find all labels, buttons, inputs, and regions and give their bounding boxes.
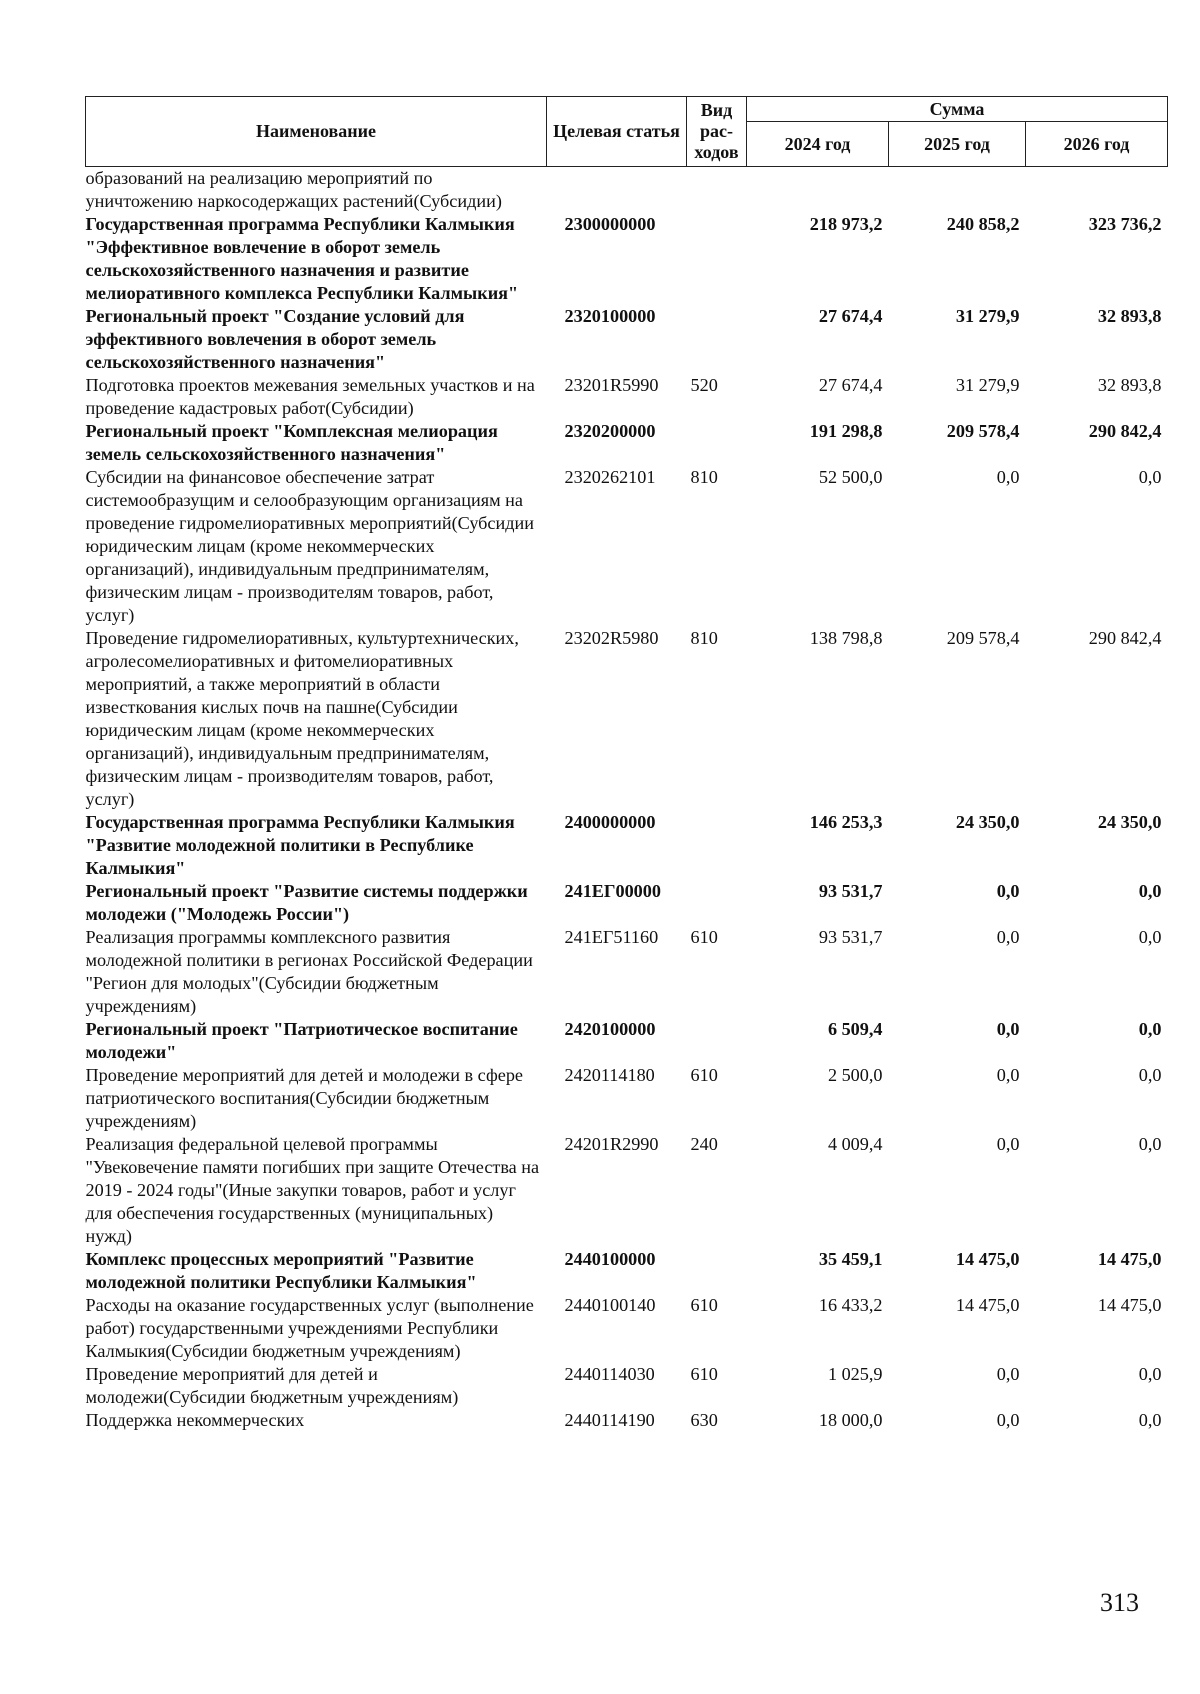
row-sum-2024: 138 798,8 [809, 628, 883, 648]
row-name: Реализация программы комплексного развития молодежной политики в регионах Российской Федерации "Регион для молодых"(Субсидии бюджетным учреждениям) [85, 927, 533, 1016]
row-sum-2024: 2 500,0 [827, 1065, 883, 1085]
header-year-2026: 2026 год [1026, 122, 1168, 167]
row-sum-2024 [747, 167, 889, 214]
table-row [86, 880, 1168, 926]
row-sum-2026: 0,0 [1138, 1410, 1162, 1430]
table-row [86, 167, 1168, 214]
row-code: 2440100140 [564, 1295, 656, 1315]
row-sum-2025: 14 475,0 [955, 1249, 1020, 1269]
row-sum-2026: 0,0 [1138, 881, 1162, 901]
row-name: Региональный проект "Развитие системы поддержки молодежи ("Молодежь России") [85, 881, 528, 924]
row-code: 24201R2990 [564, 1134, 659, 1154]
row-code: 2300000000 [564, 214, 656, 234]
row-sum-2024: 93 531,7 [818, 927, 883, 947]
row-name: Проведение гидромелиоративных, культуртехнических, агролесомелиоративных и фитомелиоративных мероприятий, а также мероприятий в области известкования кислых почв на пашне(Субсидии юридическим лицам (кроме некоммерческих организаций), индивидуальным предпринимателям, физическим лицам - производителям товаров, работ, услуг) [85, 628, 519, 809]
row-expense-type [687, 167, 747, 214]
row-sum-2025: 31 279,9 [955, 375, 1020, 395]
table-row [86, 213, 1168, 305]
row-sum-2024: 93 531,7 [818, 881, 883, 901]
row-name: Поддержка некоммерческих [85, 1410, 305, 1430]
row-name: Государственная программа Республики Калмыкия "Развитие молодежной политики в Республике Калмыкия" [85, 812, 515, 878]
table-row [86, 926, 1168, 1018]
table-row [86, 1409, 1168, 1432]
table-header [86, 97, 1168, 167]
row-sum-2026: 0,0 [1138, 1134, 1162, 1154]
row-sum-2024: 6 509,4 [827, 1019, 883, 1039]
row-expense-type [687, 1248, 747, 1294]
row-name: Реализация федеральной целевой программы "Увековечение памяти погибших при защите Отечества на 2019 - 2024 годы"(Иные закупки товаров, работ и услуг для обеспечения государственных (муниципальных) нужд) [85, 1134, 540, 1246]
row-sum-2025: 31 279,9 [955, 306, 1020, 326]
row-sum-2024: 1 025,9 [827, 1364, 883, 1384]
row-code: 2400000000 [564, 812, 656, 832]
row-expense-type [687, 420, 747, 466]
budget-page [85, 96, 1167, 1432]
row-sum-2025: 240 858,2 [946, 214, 1020, 234]
table-row [86, 305, 1168, 374]
header-year-2024: 2024 год [747, 122, 889, 167]
row-expense-type [687, 880, 747, 926]
row-sum-2025: 0,0 [996, 1364, 1020, 1384]
row-sum-2026: 0,0 [1138, 927, 1162, 947]
row-sum-2024: 27 674,4 [818, 306, 883, 326]
table-row [86, 1064, 1168, 1133]
row-code: 2440114030 [564, 1364, 655, 1384]
row-sum-2026: 14 475,0 [1097, 1249, 1162, 1269]
header-name: Наименование [86, 97, 547, 167]
row-code: 23201R5990 [564, 375, 659, 395]
row-sum-2026: 32 893,8 [1097, 375, 1162, 395]
row-sum-2025: 0,0 [996, 1410, 1020, 1430]
row-sum-2026 [1026, 167, 1168, 214]
header-sum: Сумма [747, 97, 1168, 122]
row-sum-2026: 32 893,8 [1097, 306, 1162, 326]
row-code: 2320100000 [564, 306, 656, 326]
row-code: 23202R5980 [564, 628, 659, 648]
table-row [86, 627, 1168, 811]
row-code: 2440114190 [564, 1410, 655, 1430]
row-sum-2024: 52 500,0 [818, 467, 883, 487]
row-sum-2025 [889, 167, 1026, 214]
table-row [86, 1133, 1168, 1248]
row-code: 2420114180 [564, 1065, 655, 1085]
table-row [86, 1018, 1168, 1064]
row-sum-2026: 0,0 [1138, 467, 1162, 487]
row-sum-2025: 209 578,4 [946, 628, 1020, 648]
row-code: 241ЕГ51160 [564, 927, 659, 947]
table-row [86, 1294, 1168, 1363]
table-row [86, 466, 1168, 627]
row-name: Проведение мероприятий для детей и молодежи(Субсидии бюджетным учреждениям) [85, 1364, 459, 1407]
row-code [547, 167, 687, 214]
row-sum-2024: 191 298,8 [809, 421, 883, 441]
row-sum-2026: 290 842,4 [1088, 628, 1162, 648]
budget-table [85, 96, 1168, 1432]
row-sum-2024: 218 973,2 [809, 214, 883, 234]
row-expense-type: 240 [690, 1134, 718, 1154]
page-number: 313 [1100, 1588, 1139, 1617]
table-row [86, 1363, 1168, 1409]
row-code: 241ЕГ00000 [564, 881, 661, 901]
row-code: 2320262101 [564, 467, 656, 487]
row-sum-2024: 16 433,2 [818, 1295, 883, 1315]
table-row [86, 1248, 1168, 1294]
row-sum-2025: 0,0 [996, 1134, 1020, 1154]
header-code: Целевая статья [547, 97, 687, 167]
table-row [86, 374, 1168, 420]
row-sum-2024: 18 000,0 [818, 1410, 883, 1430]
row-expense-type: 810 [690, 628, 718, 648]
row-expense-type: 810 [690, 467, 718, 487]
header-year-2025: 2025 год [889, 122, 1026, 167]
row-sum-2025: 0,0 [996, 1019, 1020, 1039]
row-sum-2024: 4 009,4 [827, 1134, 883, 1154]
row-sum-2026: 290 842,4 [1088, 421, 1162, 441]
row-name: Подготовка проектов межевания земельных участков и на проведение кадастровых работ(Субсидии) [85, 375, 535, 418]
table-body [86, 167, 1168, 1433]
row-sum-2025: 0,0 [996, 1065, 1020, 1085]
row-sum-2026: 0,0 [1138, 1065, 1162, 1085]
row-name: образований на реализацию мероприятий по уничтожению наркосодержащих растений(Субсидии) [85, 168, 502, 211]
header-vid: Вид рас-ходов [687, 97, 747, 167]
row-sum-2026: 0,0 [1138, 1364, 1162, 1384]
row-expense-type: 630 [690, 1410, 718, 1430]
row-expense-type: 610 [690, 1364, 718, 1384]
row-expense-type: 610 [690, 927, 718, 947]
row-sum-2025: 24 350,0 [955, 812, 1020, 832]
table-row [86, 811, 1168, 880]
row-expense-type [687, 1018, 747, 1064]
row-code: 2320200000 [564, 421, 656, 441]
row-expense-type: 610 [690, 1065, 718, 1085]
row-sum-2026: 0,0 [1138, 1019, 1162, 1039]
row-name: Региональный проект "Комплексная мелиорация земель сельскохозяйственного назначения" [85, 421, 498, 464]
row-sum-2025: 0,0 [996, 881, 1020, 901]
row-name: Проведение мероприятий для детей и молодежи в сфере патриотического воспитания(Субсидии бюджетным учреждениям) [85, 1065, 523, 1131]
row-sum-2025: 0,0 [996, 927, 1020, 947]
row-sum-2026: 323 736,2 [1088, 214, 1162, 234]
row-name: Региональный проект "Создание условий для эффективного вовлечения в оборот земель сельскохозяйственного назначения" [85, 306, 465, 372]
row-sum-2024: 35 459,1 [818, 1249, 883, 1269]
table-row [86, 420, 1168, 466]
row-sum-2025: 0,0 [996, 467, 1020, 487]
row-expense-type [687, 811, 747, 880]
row-sum-2025: 14 475,0 [955, 1295, 1020, 1315]
row-expense-type: 610 [690, 1295, 718, 1315]
row-name: Расходы на оказание государственных услуг (выполнение работ) государственными учреждениями Республики Калмыкия(Субсидии бюджетным учреждениям) [85, 1295, 534, 1361]
row-sum-2024: 146 253,3 [809, 812, 883, 832]
row-name: Региональный проект "Патриотическое воспитание молодежи" [85, 1019, 518, 1062]
row-sum-2026: 14 475,0 [1097, 1295, 1162, 1315]
row-name: Субсидии на финансовое обеспечение затрат системообразущим и селообразующим организациям на проведение гидромелиоративных мероприятий(Субсидии юридическим лицам (кроме некоммерческих организаций), индивидуальным предпринимателям, физическим лицам - производителям товаров, работ, услуг) [85, 467, 534, 625]
row-name: Комплекс процессных мероприятий "Развитие молодежной политики Республики Калмыкия" [85, 1249, 477, 1292]
row-name: Государственная программа Республики Калмыкия "Эффективное вовлечение в оборот земель сельскохозяйственного назначения и развитие мелиоративного комплекса Республики Калмыкия" [85, 214, 519, 303]
row-code: 2440100000 [564, 1249, 656, 1269]
row-expense-type: 520 [690, 375, 718, 395]
row-sum-2025: 209 578,4 [946, 421, 1020, 441]
row-sum-2026: 24 350,0 [1097, 812, 1162, 832]
row-code: 2420100000 [564, 1019, 656, 1039]
row-expense-type [687, 305, 747, 374]
row-expense-type [687, 213, 747, 305]
row-sum-2024: 27 674,4 [818, 375, 883, 395]
